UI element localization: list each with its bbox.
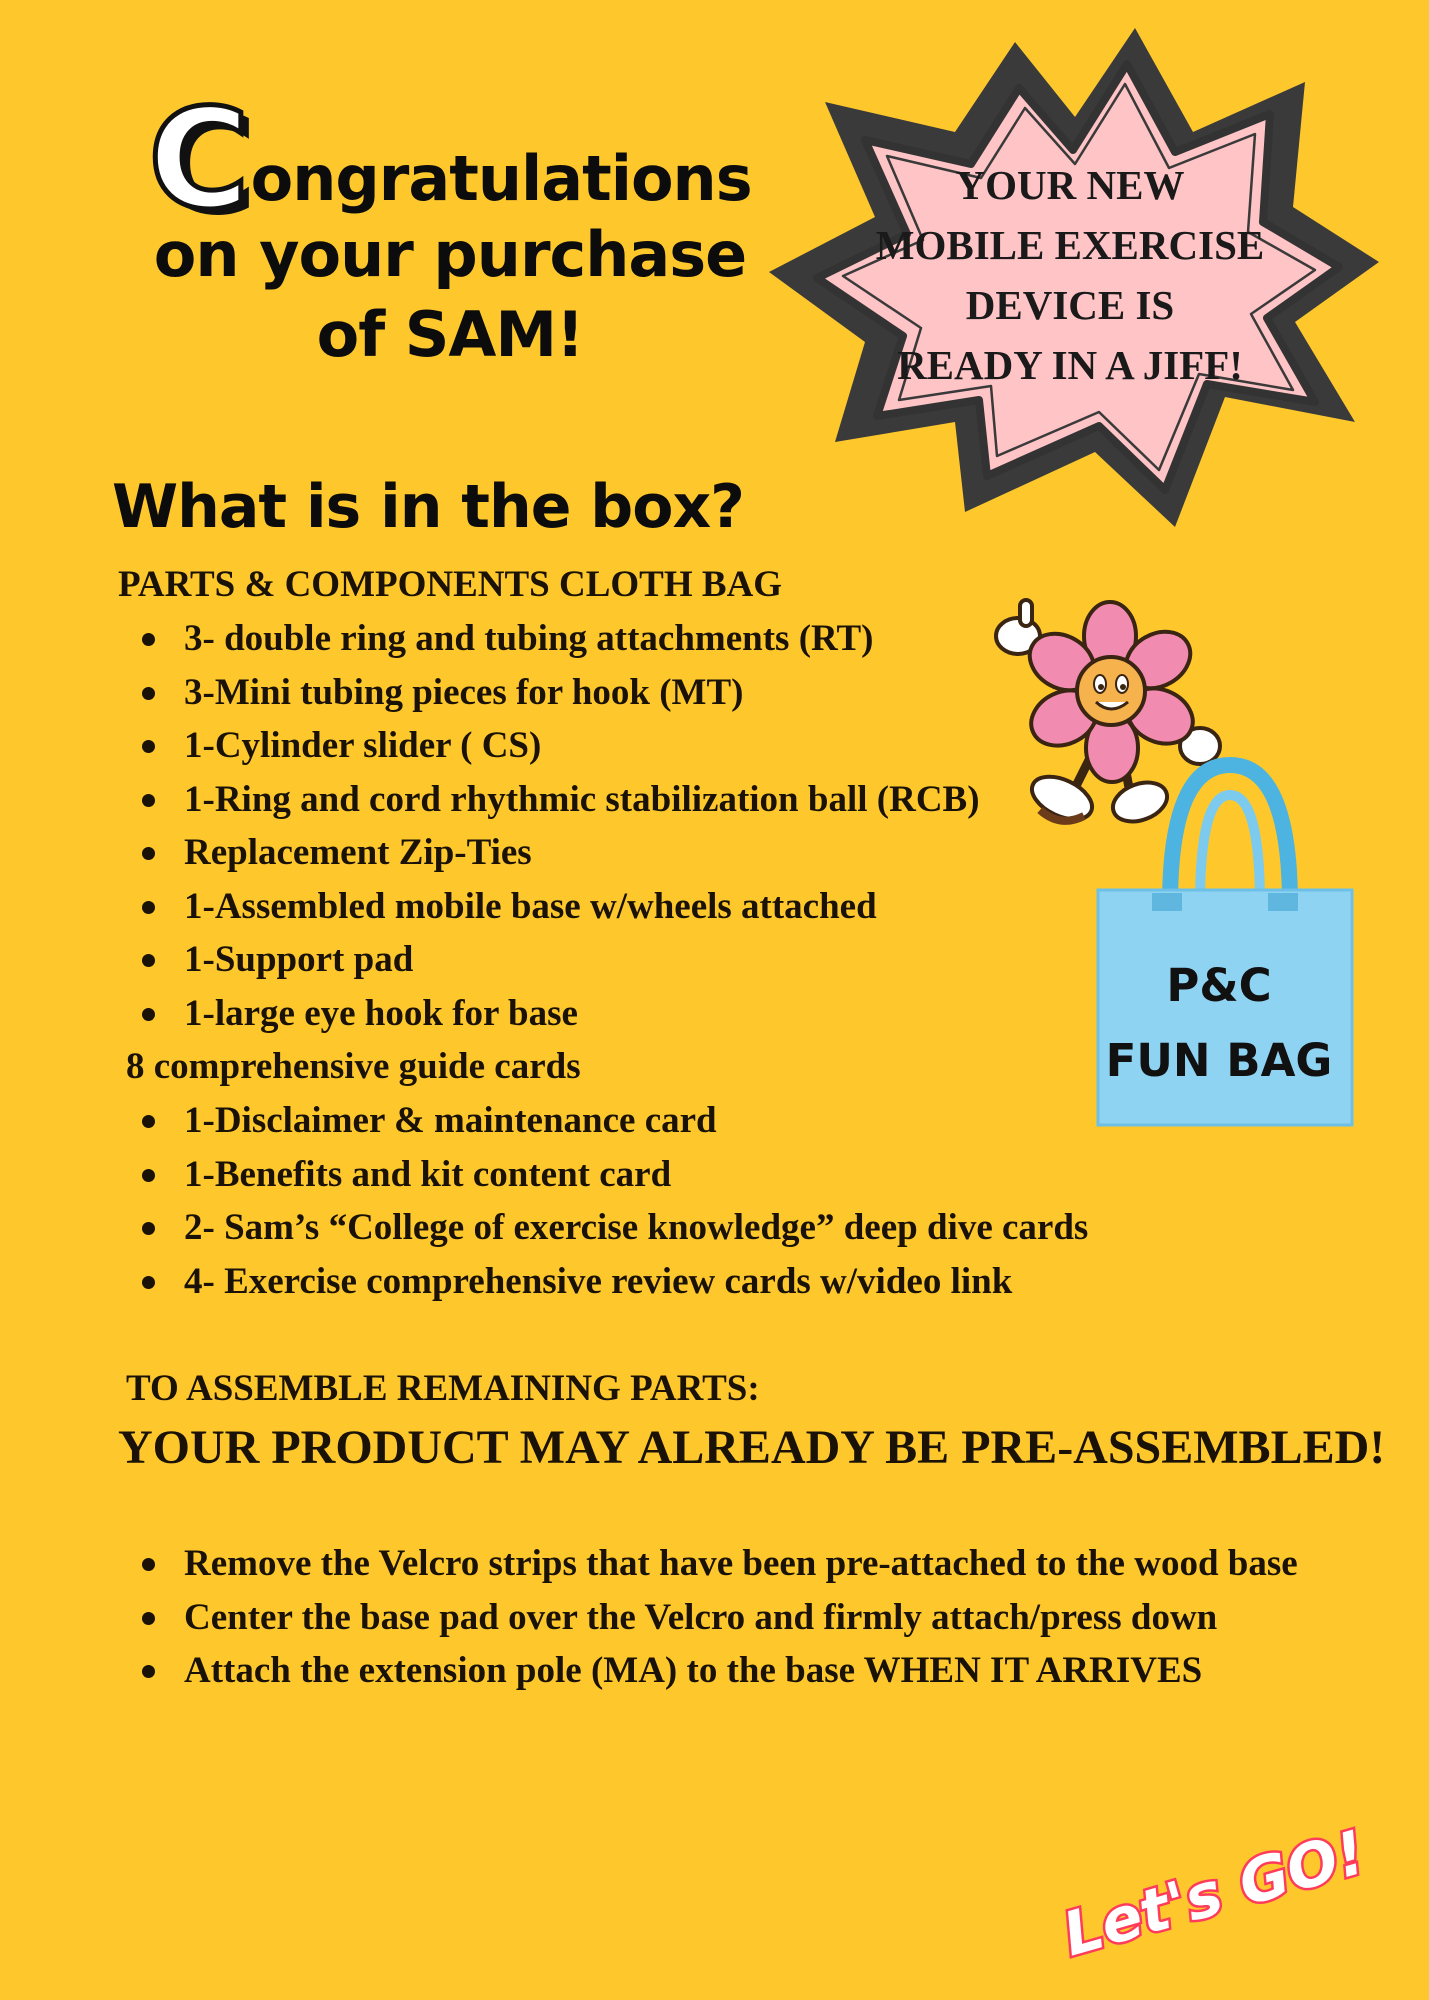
- headline-initial: C: [148, 78, 249, 240]
- fun-bag-line-1: P&C: [1166, 959, 1272, 1012]
- bag-label: PARTS & COMPONENTS CLOTH BAG: [118, 564, 783, 605]
- cards-label: 8 comprehensive guide cards: [126, 1046, 581, 1087]
- list-item: 1-Support pad: [136, 933, 1056, 987]
- list-item: Center the base pad over the Velcro and firmly attach/press down: [136, 1591, 1346, 1645]
- list-item: Replacement Zip-Ties: [136, 826, 1056, 880]
- fun-bag-label: [1098, 948, 1340, 1098]
- list-item: 1-Cylinder slider ( CS): [136, 719, 1056, 773]
- box-section-title: What is in the box?: [112, 472, 744, 542]
- list-item: 1-Ring and cord rhythmic stabilization ball (RCB): [136, 773, 1056, 827]
- starburst-line-1: YOUR NEW: [955, 162, 1185, 208]
- preassembled-notice: YOUR PRODUCT MAY ALREADY BE PRE-ASSEMBLED!: [118, 1421, 1386, 1474]
- headline-line-3: of SAM!: [316, 298, 584, 371]
- letsgo-logo: [1055, 1815, 1374, 1971]
- list-item: 1-Disclaimer & maintenance card: [136, 1094, 1336, 1148]
- list-item: Remove the Velcro strips that have been pre-attached to the wood base: [136, 1537, 1346, 1591]
- bag-items-list: [136, 612, 1056, 1040]
- starburst-line-2: MOBILE EXERCISE: [875, 222, 1265, 268]
- list-item: 3-Mini tubing pieces for hook (MT): [136, 666, 1056, 720]
- headline: [105, 78, 795, 371]
- list-item: 3- double ring and tubing attachments (RT): [136, 612, 1056, 666]
- assembly-steps-list: [136, 1537, 1346, 1698]
- headline-line-2: on your purchase: [153, 218, 747, 291]
- headline-line-1: [105, 78, 795, 240]
- list-item: 1-Assembled mobile base w/wheels attached: [136, 880, 1056, 934]
- letsgo-logo-text: Let's GO!: [1055, 1817, 1374, 1971]
- list-item: Attach the extension pole (MA) to the base WHEN IT ARRIVES: [136, 1644, 1346, 1698]
- starburst-line-3: DEVICE IS: [965, 282, 1175, 328]
- headline-line-1-rest: ongratulations: [250, 142, 752, 215]
- starburst-line-4: READY IN A JIFF!: [897, 342, 1243, 388]
- fun-bag-line-2: FUN BAG: [1105, 1034, 1333, 1087]
- starburst-text: [855, 155, 1285, 395]
- list-item: 2- Sam’s “College of exercise knowledge” deep dive cards: [136, 1201, 1336, 1255]
- list-item: 1-Benefits and kit content card: [136, 1148, 1336, 1202]
- list-item: 4- Exercise comprehensive review cards w/video link: [136, 1255, 1336, 1309]
- assembly-label: TO ASSEMBLE REMAINING PARTS:: [126, 1368, 760, 1409]
- list-item: 1-large eye hook for base: [136, 987, 1056, 1041]
